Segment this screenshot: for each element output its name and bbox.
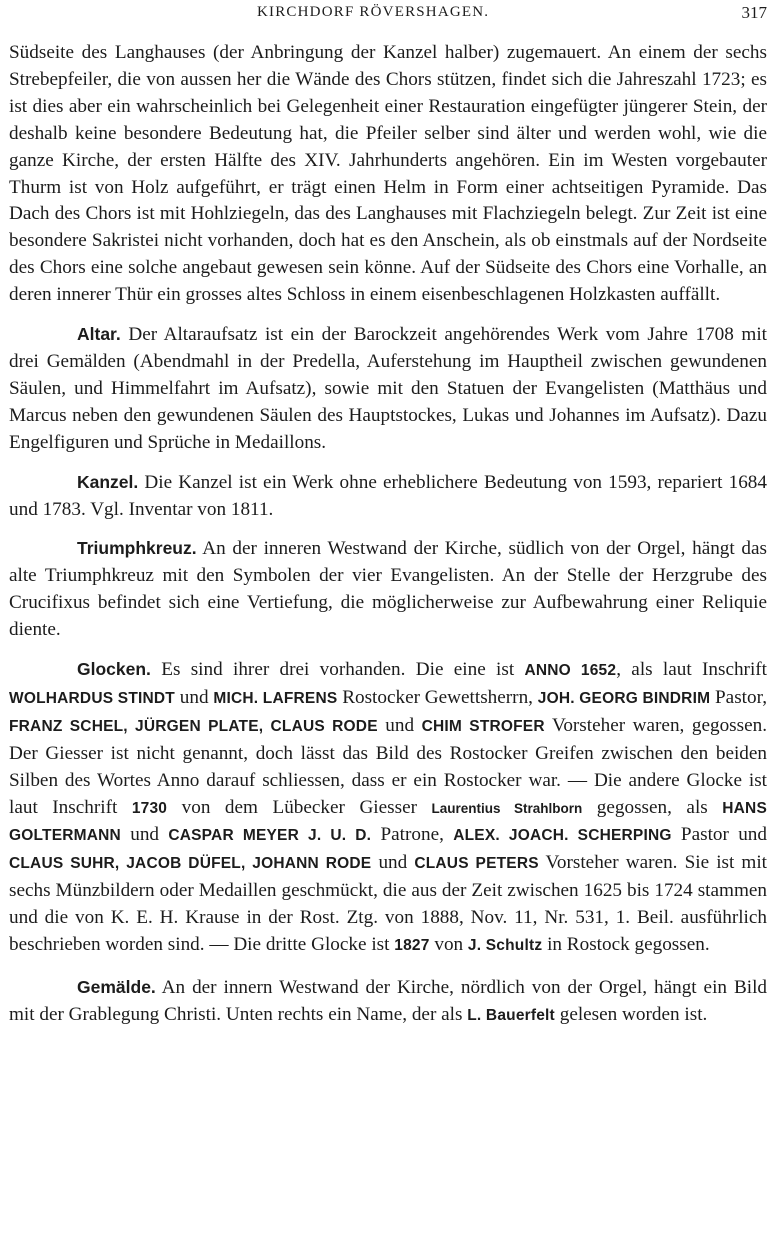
section-gemaelde [9, 974, 767, 1030]
inscription-name: MICH. LAFRENS [213, 689, 338, 707]
section-text: in Rostock gegossen. [542, 934, 710, 956]
inscription-name: ANNO 1652 [524, 662, 617, 680]
inscription-name: WOLHARDUS STINDT [9, 689, 175, 707]
inscription-name: 1827 [394, 937, 430, 955]
section-text: und [371, 852, 415, 874]
inscription-name: 1730 [131, 799, 168, 817]
running-title: KIRCHDORF RÖVERSHAGEN. [257, 4, 490, 20]
section-text: Pastor und [671, 824, 767, 846]
inscription-name: HANS GOLTERMANN [9, 799, 767, 845]
painter-name: L. Bauerfelt [467, 1006, 555, 1024]
inscription-name: CLAUS SUHR, JACOB DÜFEL, JOHANN RODE [9, 855, 372, 873]
inscription-name: CHIM STROFER [421, 717, 545, 735]
inscription-name: J. Schultz [467, 937, 543, 955]
section-heading-triumphkreuz: Triumphkreuz. [77, 538, 197, 559]
section-text: und [174, 686, 214, 708]
section-heading-kanzel: Kanzel. [77, 471, 139, 492]
section-text: An der innern Westwand der Kirche, nördlich von der Orgel, hängt ein Bild mit der Grablegung Christi. Unten rechts ein Name, der als [9, 977, 767, 1025]
section-text: , als laut Inschrift [616, 659, 767, 681]
section-text: Vorsteher waren, gegossen. Der Giesser ist nicht genannt, doch lässt das Bild des Rostocker Greifen zwischen den beiden Silben des Wortes Anno darauf schliessen, dass er ein Rostocker war. — Die andere Glocke ist laut Inschrift [9, 714, 768, 818]
section-text: Rostocker Gewettsherrn, [337, 686, 538, 708]
inscription-name: FRANZ SCHEL, JÜRGEN PLATE, CLAUS RODE [9, 717, 378, 735]
founder-name: Laurentius Strahlborn [431, 800, 583, 816]
section-heading-gemaelde: Gemälde. [77, 977, 156, 997]
inscription-name: JOH. GEORG BINDRIM [537, 689, 711, 707]
paragraph-text: Südseite des Langhauses (der Anbringung der Kanzel halber) zugemauert. An einem der sechs Strebepfeiler, die von aussen her die Wände des Chors stützen, findet sich die Jahreszahl 1723; es ist dies aber ein wahrscheinlich bei Gelegenheit einer Restauration eingefügter jüngerer Stein, der deshalb keine besondere Bedeutung hat, die Pfeiler selber sind älter und werden wohl, wie die ganze Kirche, der ersten Hälfte des XIV. Jahrhunderts angehören. Ein im Westen vorgebauter Thurm ist von Holz aufgeführt, er trägt einen Helm in Form einer achtseitigen Pyramide. Das Dach des Chors ist mit Hohlziegeln, das des Langhauses mit Flachziegeln belegt. Zur Zeit ist eine besondere Sakristei nicht vorhanden, doch hat es den Anschein, als ob einstmals auf der Nordseite des Chors eine solche angebaut gewesen sein könne. Auf der Südseite des Chors eine Vorhalle, an deren innerer Thür ein grosses altes Schloss in einem eisenbeschlagenen Holzkasten auffällt. [9, 42, 767, 306]
page-header [0, 4, 775, 28]
section-text: Es sind ihrer drei vorhanden. Die eine ist [150, 659, 525, 681]
section-text: und [377, 714, 422, 736]
section-kanzel [9, 469, 767, 524]
section-heading-altar: Altar. [77, 324, 121, 345]
section-glocken [9, 656, 767, 960]
section-text: gelesen worden ist. [554, 1003, 708, 1025]
section-text: An der inneren Westwand der Kirche, südlich von der Orgel, hängt das alte Triumphkreuz mit den Symbolen der vier Evangelisten. An der Stelle der Herzgrube des Crucifixus befindet sich eine Vertiefung, die möglicherweise zur Aufbewahrung einer Reliquie diente. [9, 538, 767, 641]
section-altar [9, 321, 767, 457]
page-number: 317 [741, 3, 767, 22]
section-text: von [429, 934, 468, 956]
section-text: von dem Lübecker Giesser [167, 796, 432, 818]
section-text: Vorsteher waren. Sie ist mit sechs Münzbildern oder Medaillen geschmückt, die aus der Zeit zwischen 1625 bis 1724 stammen und die von K. E. H. Krause in der Rost. Ztg. von 1888, Nov. 11, Nr. 531, 1. Beil. ausführlich beschrieben worden sind. — Die dritte Glocke ist [9, 852, 768, 956]
inscription-name: CASPAR MEYER J. U. D. [168, 827, 372, 845]
page-body [9, 40, 767, 1030]
section-heading-glocken: Glocken. [77, 659, 151, 680]
inscription-name: ALEX. JOACH. SCHERPING [453, 827, 672, 845]
section-text: Der Altaraufsatz ist ein der Barockzeit angehörendes Werk vom Jahre 1708 mit drei Gemälden (Abendmahl in der Predella, Auferstehung im Hauptheil zwischen gewundenen Säulen, und Himmelfahrt im Aufsatz), sowie mit den Statuen der Evangelisten (Matthäus und Marcus neben den gewundenen Säulen des Hauptstockes, Lukas und Johannes im Aufsatz). Dazu Engelfiguren und Sprüche in Medaillons. [9, 324, 767, 453]
section-text: gegossen, als [582, 796, 723, 818]
inscription-name: CLAUS PETERS [414, 855, 539, 873]
section-text: Patrone, [371, 824, 454, 846]
paragraph-building [9, 40, 767, 309]
section-text: und [120, 824, 169, 846]
section-text: Die Kanzel ist ein Werk ohne erheblichere Bedeutung von 1593, repariert 1684 und 1783. Vgl. Inventar von 1811. [9, 471, 767, 520]
section-text: Pastor, [710, 686, 768, 708]
section-triumphkreuz [9, 535, 767, 644]
